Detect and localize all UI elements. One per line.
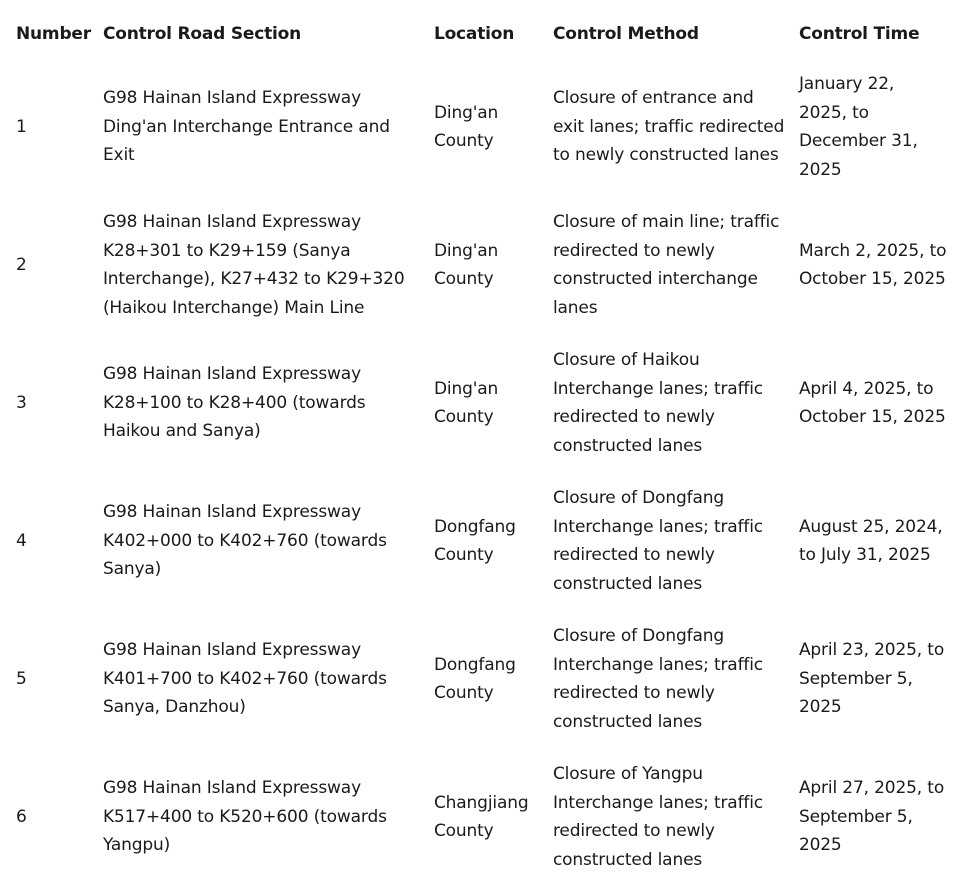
- cell-section: G98 Hainan Island Expressway Ding'an Interchange Entrance and Exit: [102, 88, 390, 166]
- cell-section: G98 Hainan Island Expressway K517+400 to K520+600 (towards Yangpu): [102, 778, 387, 856]
- header-location: Location: [433, 23, 515, 44]
- cell-number: 3: [16, 392, 27, 413]
- header-control-time: Control Time: [798, 23, 920, 44]
- cell-time: March 2, 2025, to October 15, 2025: [798, 240, 947, 289]
- cell-method: Closure of Yangpu Interchange lanes; traffic redirected to newly constructed lanes: [552, 764, 764, 870]
- table-row: [10, 472, 953, 610]
- cell-method: Closure of Dongfang Interchange lanes; traffic redirected to newly constructed lanes: [552, 626, 764, 732]
- cell-method: Closure of main line; traffic redirected to newly constructed interchange lanes: [552, 212, 780, 318]
- table-header-row: [10, 16, 953, 58]
- cell-time: April 4, 2025, to October 15, 2025: [798, 378, 946, 427]
- cell-method: Closure of Dongfang Interchange lanes; traffic redirected to newly constructed lanes: [552, 488, 764, 594]
- cell-method: Closure of Haikou Interchange lanes; traffic redirected to newly constructed lanes: [552, 350, 764, 456]
- traffic-control-table: [10, 16, 953, 886]
- cell-number: 4: [16, 530, 27, 551]
- cell-number: 6: [16, 806, 27, 827]
- table-row: [10, 196, 953, 334]
- cell-section: G98 Hainan Island Expressway K28+301 to K29+159 (Sanya Interchange), K27+432 to K29+320 (Haikou Interchange) Main Line: [102, 212, 405, 318]
- cell-time: August 25, 2024, to July 31, 2025: [798, 516, 943, 565]
- cell-time: January 22, 2025, to December 31, 2025: [798, 74, 918, 180]
- cell-location: Ding'an County: [433, 378, 499, 427]
- header-number: Number: [16, 23, 91, 44]
- cell-number: 2: [16, 254, 27, 275]
- table-row: [10, 58, 953, 196]
- cell-section: G98 Hainan Island Expressway K402+000 to K402+760 (towards Sanya): [102, 502, 387, 580]
- cell-location: Dongfang County: [433, 516, 516, 565]
- cell-number: 1: [16, 116, 27, 137]
- cell-number: 5: [16, 668, 27, 689]
- cell-section: G98 Hainan Island Expressway K28+100 to K28+400 (towards Haikou and Sanya): [102, 364, 366, 442]
- cell-location: Dongfang County: [433, 654, 516, 703]
- cell-section: G98 Hainan Island Expressway K401+700 to K402+760 (towards Sanya, Danzhou): [102, 640, 387, 718]
- table-row: [10, 748, 953, 886]
- cell-location: Changjiang County: [433, 792, 529, 841]
- table-row: [10, 334, 953, 472]
- cell-method: Closure of entrance and exit lanes; traffic redirected to newly constructed lanes: [552, 88, 785, 166]
- header-control-method: Control Method: [552, 23, 699, 44]
- cell-time: April 27, 2025, to September 5, 2025: [798, 778, 945, 856]
- cell-location: Ding'an County: [433, 240, 499, 289]
- cell-time: April 23, 2025, to September 5, 2025: [798, 640, 945, 718]
- table-row: [10, 610, 953, 748]
- header-control-road-section: Control Road Section: [102, 23, 302, 44]
- cell-location: Ding'an County: [433, 102, 499, 151]
